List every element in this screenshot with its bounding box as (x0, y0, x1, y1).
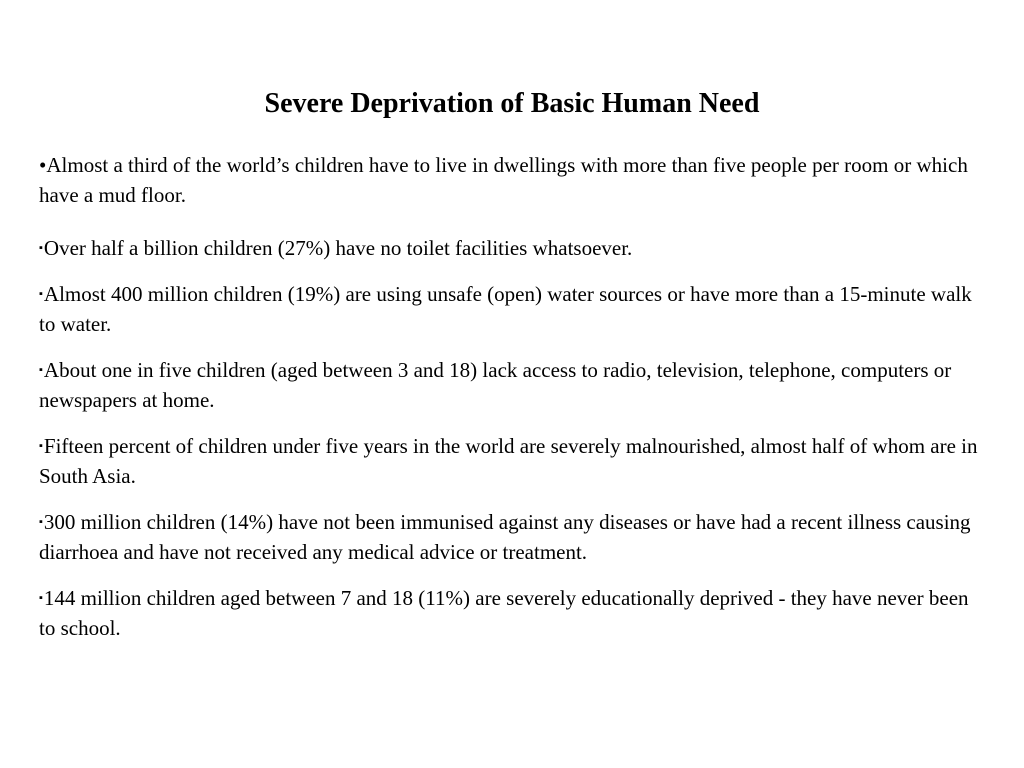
intro-paragraph (39, 150, 989, 210)
list-item (39, 431, 989, 491)
list-item-text: Over half a billion children (27%) have no toilet facilities whatsoever. (43, 236, 633, 260)
list-item (39, 583, 989, 643)
list-item-text: 300 million children (14%) have not been immunised against any diseases or have had a recent illness causing diarrhoea and have not received any medical advice or treatment. (39, 510, 971, 564)
list-item-text: Almost 400 million children (19%) are using unsafe (open) water sources or have more than a 15-minute walk to water. (39, 282, 972, 336)
list-item-text: Fifteen percent of children under five years in the world are severely malnourished, almost half of whom are in South Asia. (39, 434, 978, 488)
square-bullet-icon: ▪ (39, 242, 43, 254)
intro-text: Almost a third of the world’s children have to live in dwellings with more than five people per room or which have a mud floor. (39, 153, 968, 207)
list-item (39, 233, 989, 263)
list-item-text: About one in five children (aged between 3 and 18) lack access to radio, television, telephone, computers or newspapers at home. (39, 358, 952, 412)
bullet-dot-icon: • (39, 153, 47, 177)
list-item-text: 144 million children aged between 7 and 18 (11%) are severely educationally deprived - they have never been to school. (39, 586, 969, 640)
square-bullet-icon: ▪ (39, 516, 43, 528)
list-item (39, 507, 989, 567)
slide-title: Severe Deprivation of Basic Human Need (264, 88, 760, 119)
square-bullet-icon: ▪ (39, 440, 43, 452)
square-bullet-icon: ▪ (39, 592, 43, 604)
bullet-list (39, 233, 989, 659)
square-bullet-icon: ▪ (39, 288, 43, 300)
list-item (39, 355, 989, 415)
square-bullet-icon: ▪ (39, 364, 43, 376)
list-item (39, 279, 989, 339)
